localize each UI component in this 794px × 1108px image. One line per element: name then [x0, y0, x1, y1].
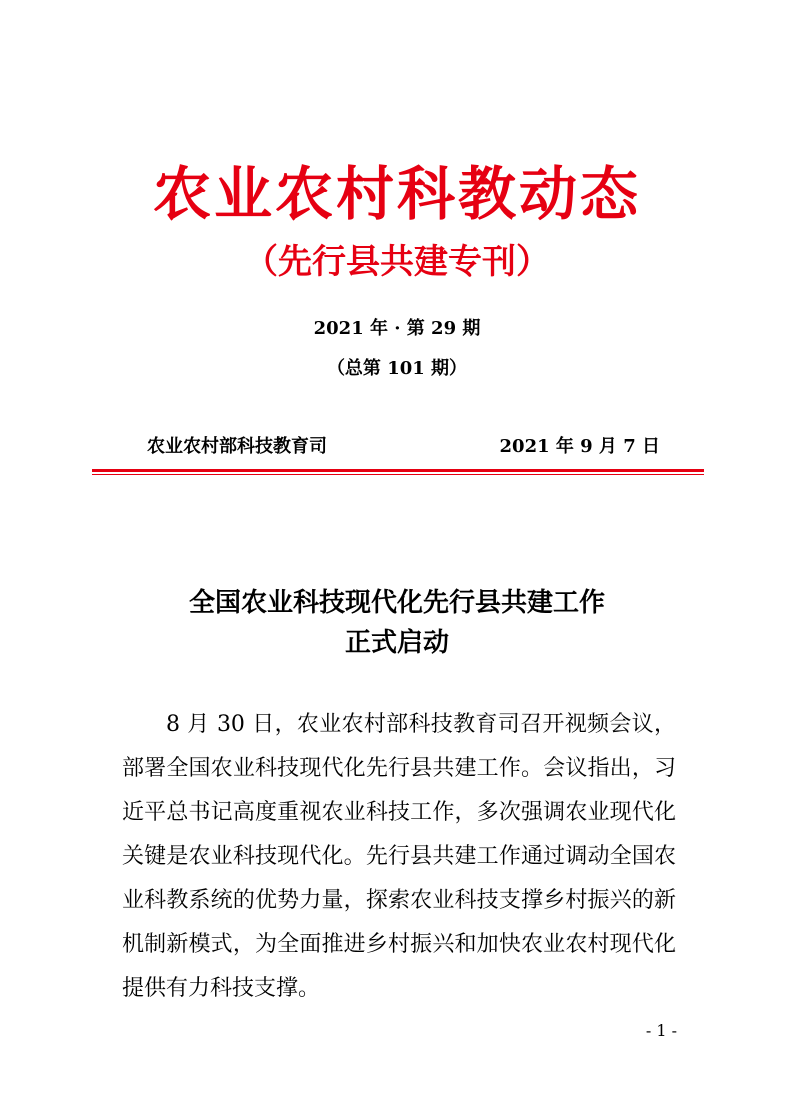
page-number: - 1 -	[645, 1021, 677, 1040]
issue-total: （总第 101 期）	[326, 358, 468, 379]
article-title-line2: 正式启动	[344, 628, 449, 658]
issue-number: 2021 年 · 第 29 期	[313, 318, 481, 339]
header-divider-thick	[92, 469, 704, 472]
article-title-line1: 全国农业科技现代化先行县共建工作	[188, 588, 605, 618]
masthead-title: 农业农村科教动态	[152, 160, 641, 228]
publication-date: 2021 年 9 月 7 日	[499, 436, 660, 457]
publisher: 农业农村部科技教育司	[147, 436, 327, 457]
masthead-subtitle: （先行县共建专刊）	[244, 242, 550, 282]
article-body: 8 月 30 日，农业农村部科技教育司召开视频会议，部署全国农业科技现代化先行县共建工作。会议指出，习近平总书记高度重视农业科技工作，多次强调农业现代化关键是农业科技现代化。先行县共建工作通过调动全国农业科教系统的优势力量，探索农业科技支撑乡村振兴的新机制新模式，为全面推进乡村振兴和加快农业农村现代化提供有力科技支撑。	[122, 712, 676, 1001]
header-divider-thin	[92, 474, 704, 475]
